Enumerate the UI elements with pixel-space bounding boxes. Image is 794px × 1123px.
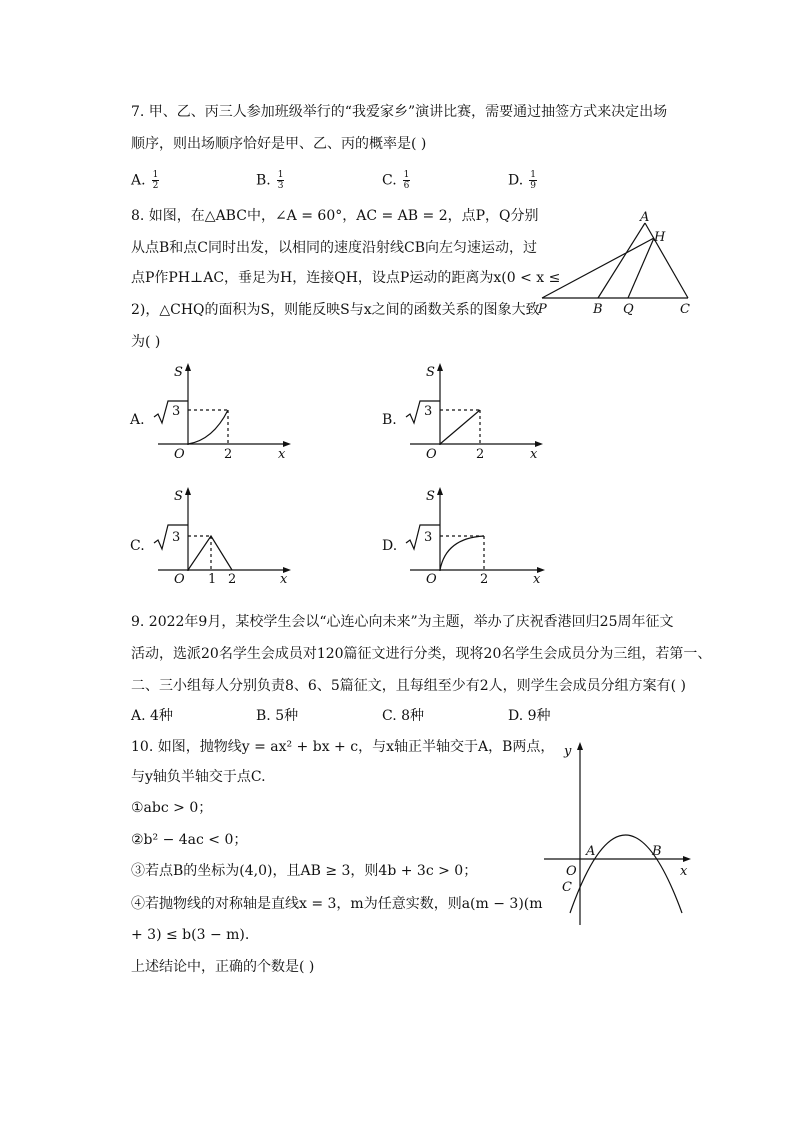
graph-d-y-label: S bbox=[426, 489, 435, 504]
graph-c-tick-1: 1 bbox=[208, 572, 217, 587]
graph-a-tick-2: 2 bbox=[224, 447, 233, 462]
graph-a-x-label: x bbox=[278, 447, 286, 462]
graph-c-x-label: x bbox=[280, 572, 288, 587]
graph-b-line bbox=[440, 410, 480, 444]
q8-stem-line3: 点P作PH⊥AC，垂足为H，连接QH，设点P运动的距离为x(0 < x ≤ bbox=[131, 270, 561, 286]
q10-y-arrow bbox=[577, 742, 583, 750]
graph-b-sqrt-value: 3 bbox=[424, 404, 433, 419]
graph-b-option: B. bbox=[382, 412, 397, 428]
graph-c-origin: O bbox=[174, 572, 185, 587]
q8-graph-b bbox=[380, 360, 550, 465]
q7-stem-line2: 顺序，则出场顺序恰好是甲、乙、丙的概率是( ) bbox=[131, 136, 427, 152]
graph-a-sqrt-sign bbox=[154, 401, 188, 423]
graph-d-curve bbox=[440, 536, 484, 570]
graph-b-tick-2: 2 bbox=[476, 447, 485, 462]
q10-label-y: y bbox=[564, 744, 572, 759]
graph-d-sqrt-value: 3 bbox=[424, 530, 433, 545]
q10-parabola-figure bbox=[540, 737, 700, 932]
graph-d-sqrt-sign bbox=[406, 525, 440, 549]
graph-c-tick-2: 2 bbox=[228, 572, 237, 587]
q8-triangle-figure bbox=[530, 205, 705, 320]
q7-stem-line1: 7. 甲、乙、丙三人参加班级举行的“我爱家乡”演讲比赛，需要通过抽签方式来决定出场 bbox=[131, 104, 668, 120]
line-qh bbox=[628, 238, 654, 298]
line-ab bbox=[598, 223, 645, 298]
q10-statement-3: ③若点B的坐标为(4,0)，且AB ≥ 3，则4b + 3c > 0； bbox=[131, 863, 478, 879]
q10-stem-line1: 10. 如图，抛物线y = ax² + bx + c，与x轴正半轴交于A，B两点， bbox=[131, 739, 555, 755]
line-ac bbox=[645, 223, 688, 298]
label-h: H bbox=[654, 230, 666, 245]
label-a: A bbox=[640, 210, 650, 225]
q10-stem-line2: 与y轴负半轴交于点C. bbox=[131, 769, 266, 785]
graph-a-y-arrow bbox=[185, 363, 191, 371]
graph-a-option: A. bbox=[130, 412, 145, 428]
label-q: Q bbox=[623, 302, 634, 317]
q10-statement-4-line2: + 3) ≤ b(3 − m). bbox=[131, 927, 250, 943]
graph-c-option: C. bbox=[130, 538, 145, 554]
q8-graph-c bbox=[128, 484, 298, 589]
graph-c-triangle bbox=[188, 536, 232, 570]
q10-statement-2: ②b² − 4ac < 0； bbox=[131, 832, 248, 848]
q7-option-c: C. $\frac{1}{6}$ bbox=[382, 170, 410, 191]
q10-label-o: O bbox=[566, 864, 577, 879]
q9-option-b: B. 5种 bbox=[256, 708, 299, 724]
q9-option-a: A. 4种 bbox=[131, 708, 173, 724]
q10-question-line: 上述结论中，正确的个数是( ) bbox=[131, 959, 315, 975]
q10-statement-4-line1: ④若抛物线的对称轴是直线x = 3，m为任意实数，则a(m − 3)(m bbox=[131, 896, 543, 912]
q10-label-c: C bbox=[562, 880, 572, 895]
label-c: C bbox=[680, 302, 690, 317]
graph-d-option: D. bbox=[382, 538, 398, 554]
q8-stem-line1: 8. 如图，在△ABC中，∠A = 60°，AC = AB = 2，点P，Q分别 bbox=[131, 208, 539, 224]
graph-d-origin: O bbox=[426, 572, 437, 587]
q9-stem-line3: 二、三小组每人分别负责8、6、5篇征文，且每组至少有2人，则学生会成员分组方案有( ) bbox=[131, 678, 687, 694]
line-ph bbox=[542, 238, 654, 298]
q10-statement-1: ①abc > 0； bbox=[131, 800, 213, 816]
q10-label-x: x bbox=[680, 864, 688, 879]
graph-b-y-label: S bbox=[426, 365, 435, 380]
graph-c-sqrt-value: 3 bbox=[172, 530, 181, 545]
q9-option-d: D. 9种 bbox=[508, 708, 551, 724]
graph-b-x-label: x bbox=[530, 447, 538, 462]
graph-a-sqrt-value: 3 bbox=[172, 404, 181, 419]
q9-stem-line1: 9. 2022年9月，某校学生会以“心连心向未来”为主题，举办了庆祝香港回归25周年征文 bbox=[131, 614, 674, 630]
q7-option-a: A. $\frac{1}{2}$ bbox=[131, 170, 159, 191]
graph-a-curve bbox=[188, 410, 228, 444]
q7-option-b: B. $\frac{1}{3}$ bbox=[256, 170, 284, 191]
q9-option-c: C. 8种 bbox=[382, 708, 425, 724]
graph-d-x-label: x bbox=[533, 572, 541, 587]
graph-a-origin: O bbox=[174, 447, 185, 462]
q8-stem-line5: 为( ) bbox=[131, 334, 161, 350]
q10-x-arrow bbox=[683, 856, 691, 862]
graph-b-sqrt-sign bbox=[406, 401, 440, 423]
q8-stem-line2: 从点B和点C同时出发，以相同的速度沿射线CB向左匀速运动，过 bbox=[131, 240, 537, 256]
graph-d-y-arrow bbox=[437, 487, 443, 495]
q8-graph-a bbox=[128, 360, 298, 465]
graph-c-y-arrow bbox=[185, 487, 191, 495]
q10-label-a: A bbox=[586, 844, 596, 859]
q10-label-b: B bbox=[652, 844, 662, 859]
q7-option-d: D. $\frac{1}{9}$ bbox=[508, 170, 536, 191]
graph-b-origin: O bbox=[426, 447, 437, 462]
graph-b-y-arrow bbox=[437, 363, 443, 371]
graph-d-tick-2: 2 bbox=[480, 572, 489, 587]
q8-stem-line4: 2)，△CHQ的面积为S，则能反映S与x之间的函数关系的图象大致 bbox=[131, 302, 540, 318]
q8-graph-d bbox=[380, 484, 550, 589]
q9-stem-line2: 活动，选派20名学生会成员对120篇征文进行分类，现将20名学生会成员分为三组，若第一、 bbox=[131, 646, 712, 662]
label-p: P bbox=[538, 302, 547, 317]
graph-c-y-label: S bbox=[174, 489, 183, 504]
graph-a-y-label: S bbox=[174, 365, 183, 380]
graph-c-sqrt-sign bbox=[154, 525, 188, 549]
label-b: B bbox=[593, 302, 603, 317]
